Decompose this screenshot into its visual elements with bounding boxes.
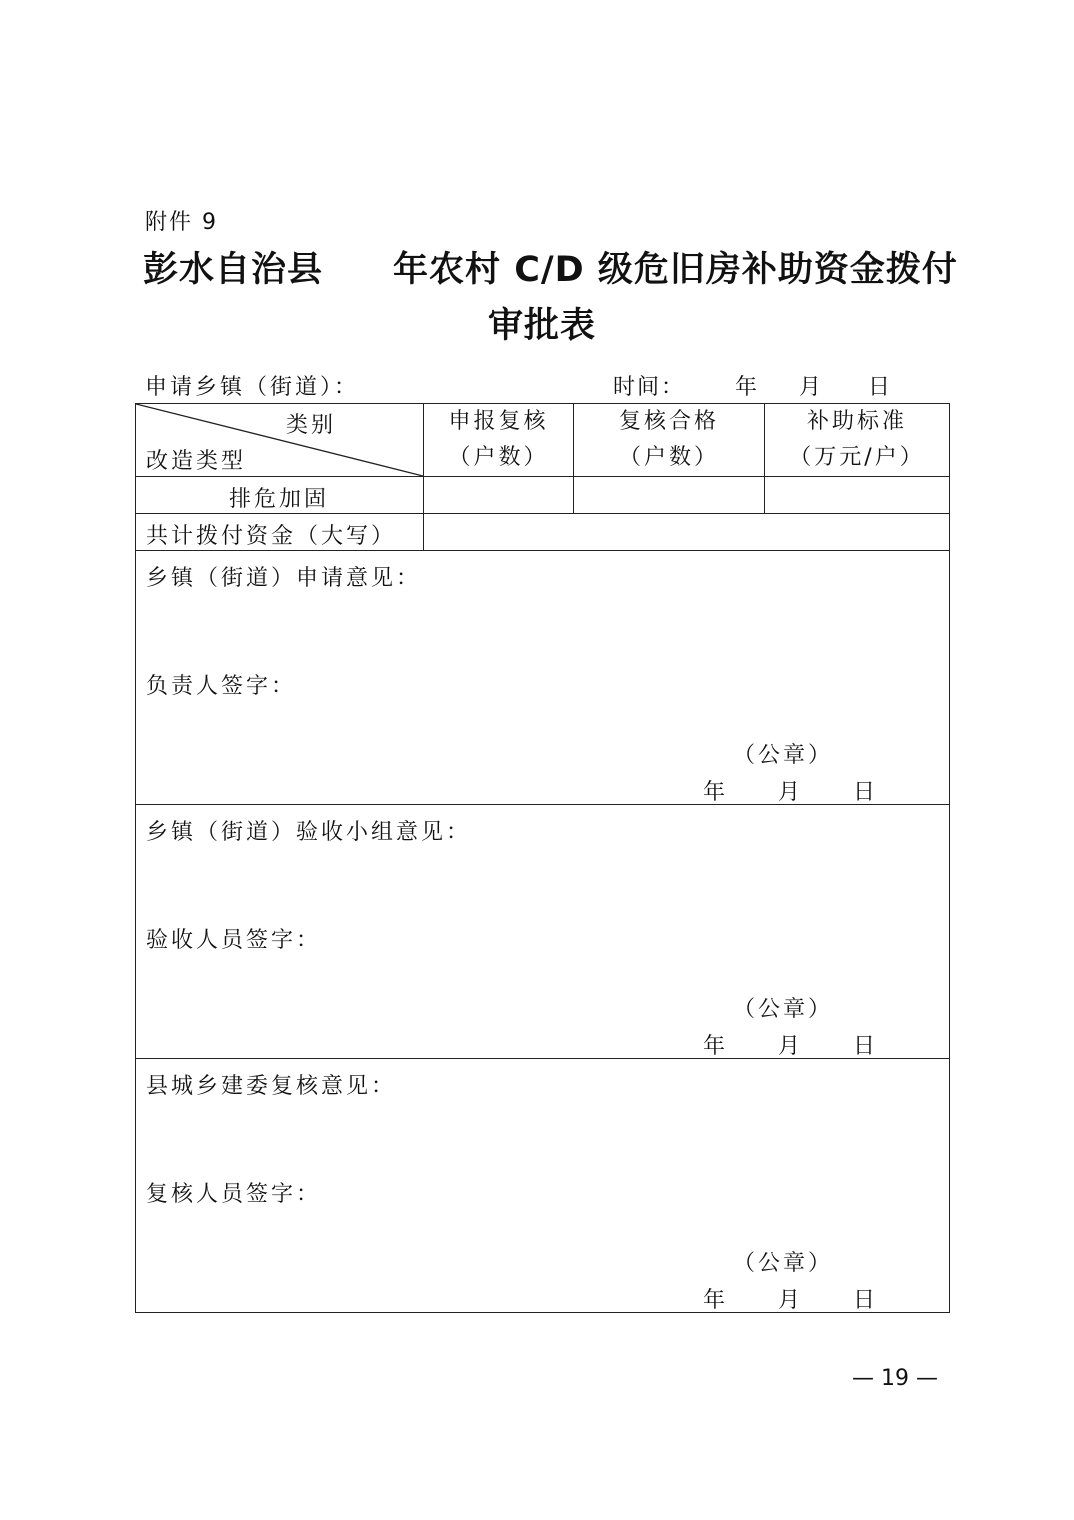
section3-day: 日 xyxy=(853,1288,879,1313)
section3-seal-label: （公章） xyxy=(733,1251,834,1276)
section1-year: 年 xyxy=(703,780,729,805)
section2-year: 年 xyxy=(703,1034,729,1059)
title-rest: 年农村 C/D 级危旧房补助资金拨付 xyxy=(393,250,958,290)
section2-month: 月 xyxy=(778,1034,804,1059)
diag-category-label: 类别 xyxy=(286,413,337,438)
col-declared-line2: （户数） xyxy=(448,445,549,470)
section3-sign-label: 复核人员签字： xyxy=(146,1182,322,1207)
diag-type-label: 改造类型 xyxy=(146,449,247,474)
section3-date xyxy=(703,1283,878,1314)
time-label: 时间： xyxy=(613,375,686,400)
section2-day: 日 xyxy=(853,1034,879,1059)
section1-month: 月 xyxy=(778,780,804,805)
col-qualified-header xyxy=(574,404,764,476)
col-standard-line1: 补助标准 xyxy=(806,409,907,434)
row-total-label: 共计拨付资金（大写） xyxy=(146,524,397,549)
section1-day: 日 xyxy=(853,780,879,805)
section3-year: 年 xyxy=(703,1288,729,1313)
col-qualified-line2: （户数） xyxy=(618,445,719,470)
title-line-1 xyxy=(143,242,958,292)
section3-opinion-label: 县城乡建委复核意见： xyxy=(146,1074,397,1099)
attachment-label: 附件 9 xyxy=(145,210,218,235)
section1-date xyxy=(703,775,878,806)
col-qualified-line1: 复核合格 xyxy=(618,409,719,434)
title-county: 彭水自治县 xyxy=(143,250,324,290)
form-date xyxy=(613,370,892,401)
col-standard-line2: （万元/户） xyxy=(789,445,925,470)
title-line-2: 审批表 xyxy=(487,306,596,346)
section2-opinion-label: 乡镇（街道）验收小组意见： xyxy=(146,820,472,845)
col-declared-line1: 申报复核 xyxy=(448,409,549,434)
meta-day: 日 xyxy=(868,375,893,400)
section1-opinion-label: 乡镇（街道）申请意见： xyxy=(146,566,422,591)
approval-table xyxy=(135,403,950,1313)
meta-year: 年 xyxy=(735,375,760,400)
section2-seal-label: （公章） xyxy=(733,997,834,1022)
col-declared-header xyxy=(424,404,573,476)
row-type-label: 排危加固 xyxy=(229,487,330,512)
section2-date xyxy=(703,1029,878,1060)
col-standard-header xyxy=(765,404,949,476)
section1-sign-label: 负责人签字： xyxy=(146,674,297,699)
section1-seal-label: （公章） xyxy=(733,743,834,768)
section2-sign-label: 验收人员签字： xyxy=(146,928,322,953)
applicant-town-label: 申请乡镇（街道）： xyxy=(145,375,360,400)
meta-month: 月 xyxy=(799,375,824,400)
page-number: — 19 — xyxy=(852,1366,938,1391)
section3-month: 月 xyxy=(778,1288,804,1313)
